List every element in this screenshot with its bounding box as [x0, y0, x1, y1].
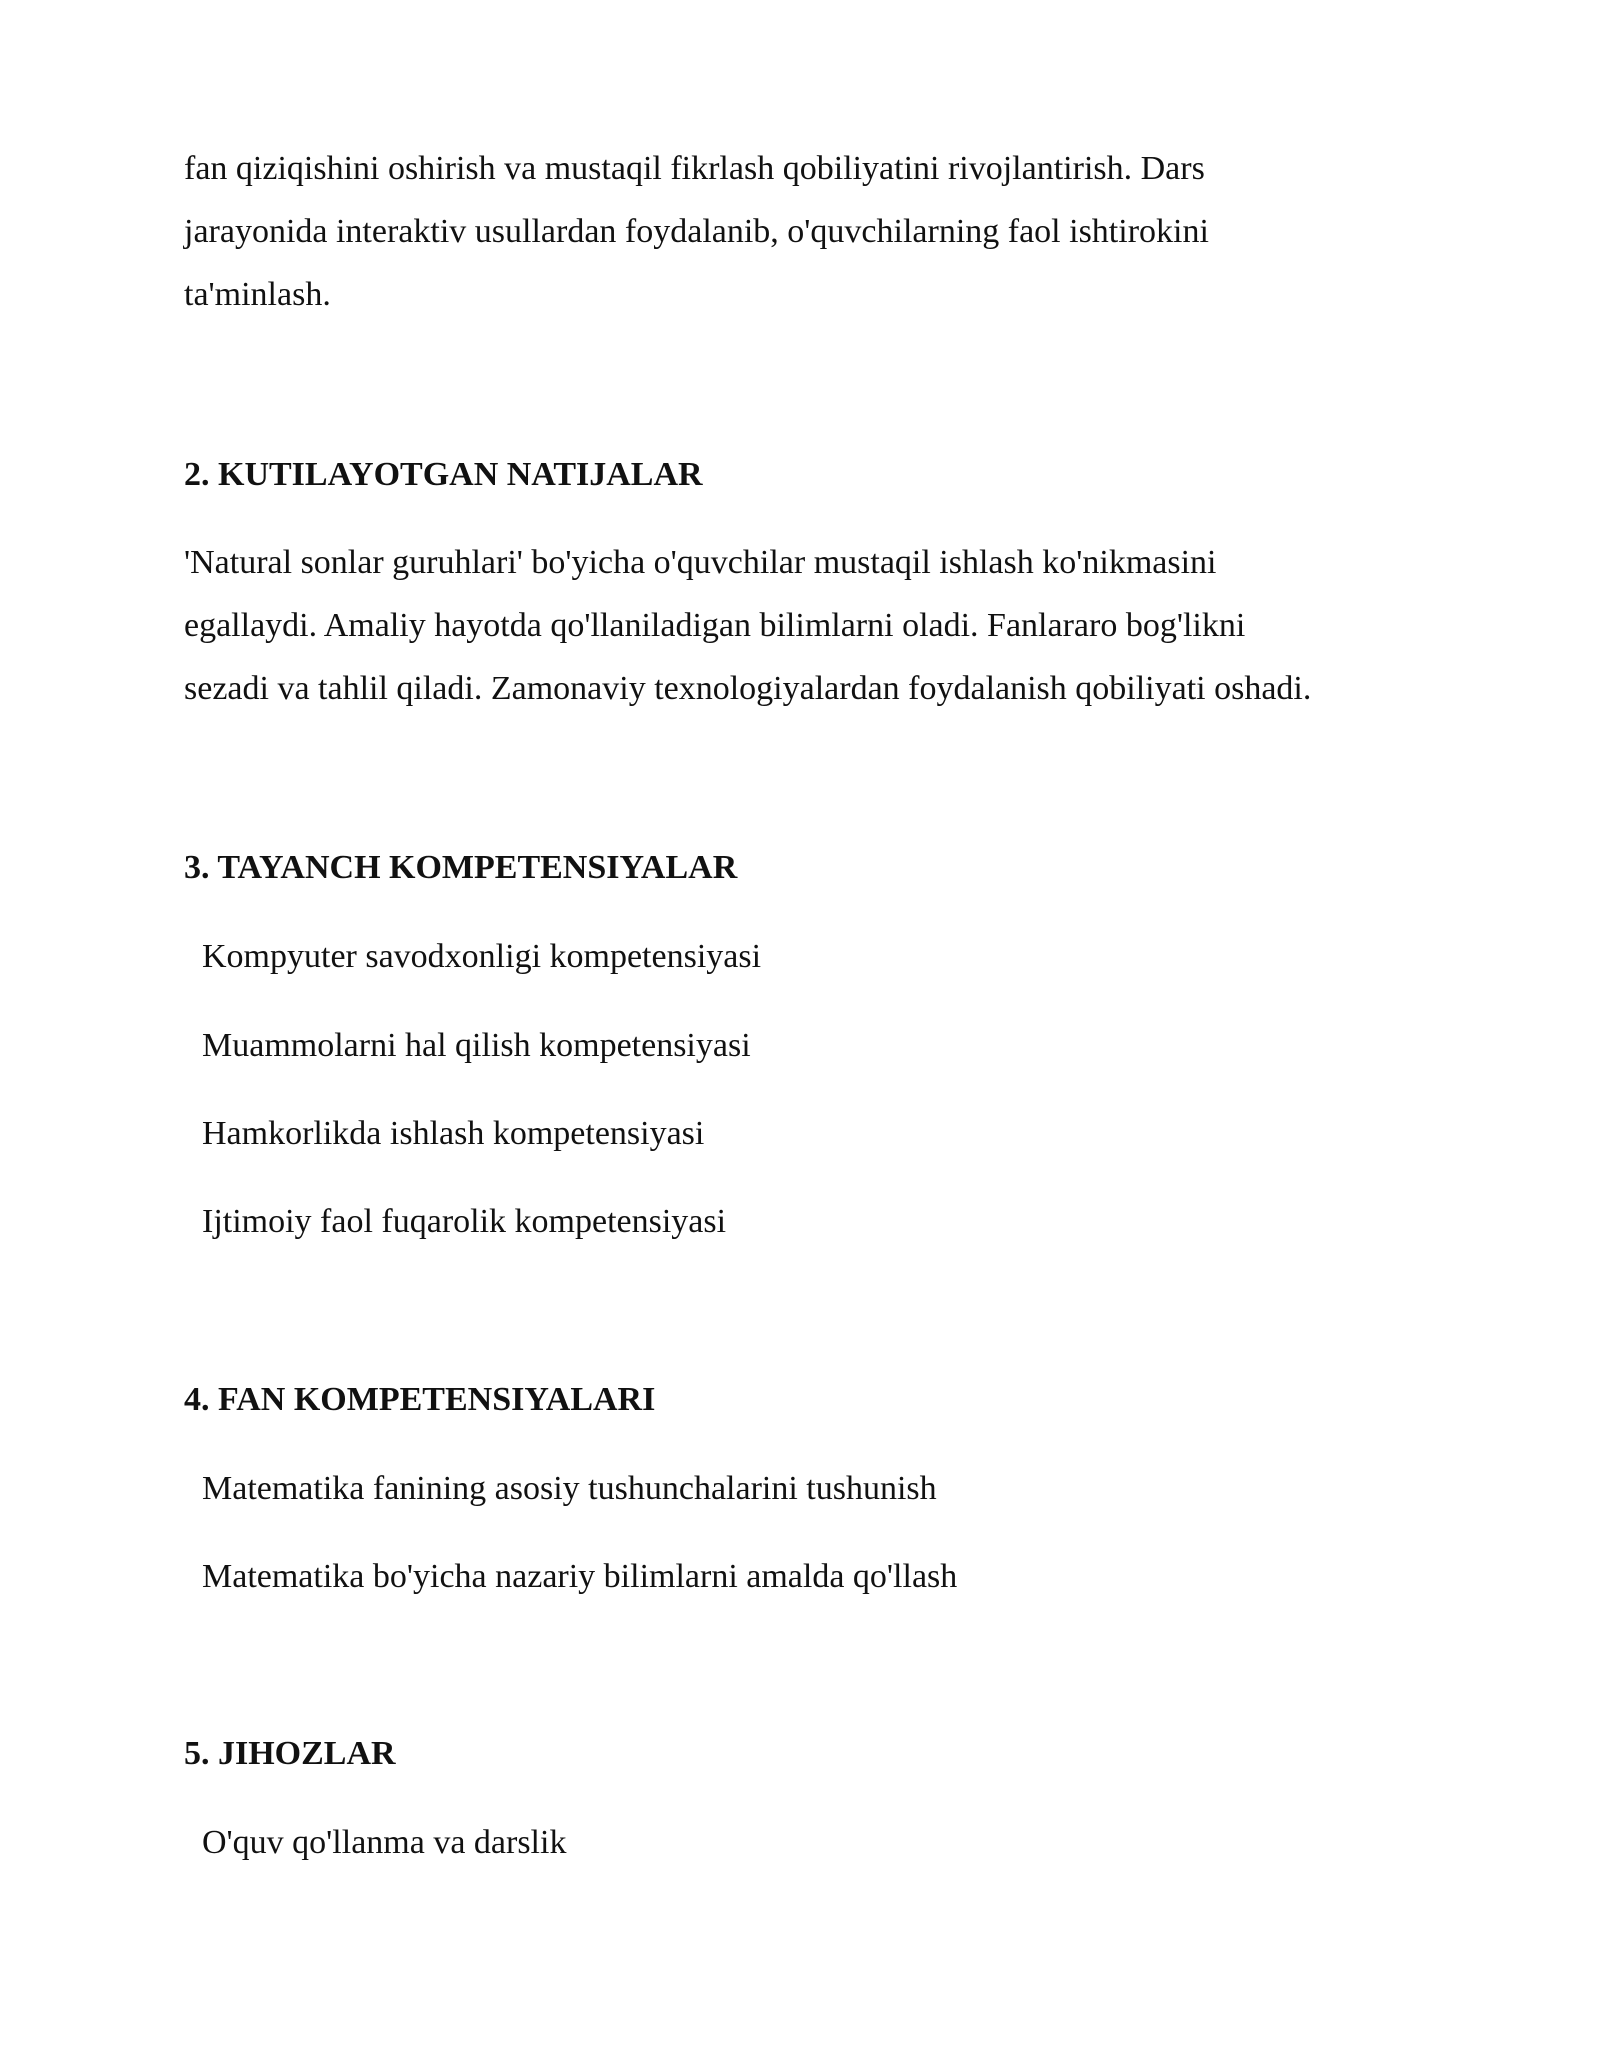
- intro-line: jarayonida interaktiv usullardan foydalanib, o'quvchilarning faol ishtirokini: [184, 213, 1209, 250]
- intro-paragraph: [184, 137, 1434, 326]
- list-item: Kompyuter savodxonligi kompetensiyasi: [202, 938, 762, 975]
- results-line: sezadi va tahlil qiladi. Zamonaviy texnologiyalardan foydalanish qobiliyati oshadi.: [184, 670, 1312, 707]
- list-item: Hamkorlikda ishlash kompetensiyasi: [202, 1115, 705, 1152]
- section-heading-kutilayotgan-natijalar: 2. KUTILAYOTGAN NATIJALAR: [184, 456, 703, 493]
- list-item: O'quv qo'llanma va darslik: [202, 1824, 567, 1861]
- list-item: Matematika fanining asosiy tushunchalarini tushunish: [202, 1470, 937, 1507]
- intro-line: ta'minlash.: [184, 276, 331, 313]
- results-paragraph: [184, 531, 1434, 720]
- section-heading-jihozlar: 5. JIHOZLAR: [184, 1735, 396, 1772]
- section-heading-tayanch-kompetensiyalar: 3. TAYANCH KOMPETENSIYALAR: [184, 849, 738, 886]
- section-heading-fan-kompetensiyalari: 4. FAN KOMPETENSIYALARI: [184, 1381, 656, 1418]
- list-item: Matematika bo'yicha nazariy bilimlarni amalda qo'llash: [202, 1558, 958, 1595]
- results-line: 'Natural sonlar guruhlari' bo'yicha o'quvchilar mustaqil ishlash ko'nikmasini: [184, 544, 1217, 581]
- list-item: Ijtimoiy faol fuqarolik kompetensiyasi: [202, 1203, 727, 1240]
- results-line: egallaydi. Amaliy hayotda qo'llaniladigan bilimlarni oladi. Fanlararo bog'likni: [184, 607, 1246, 644]
- intro-line: fan qiziqishini oshirish va mustaqil fikrlash qobiliyatini rivojlantirish. Dars: [184, 150, 1205, 187]
- list-item: Muammolarni hal qilish kompetensiyasi: [202, 1027, 751, 1064]
